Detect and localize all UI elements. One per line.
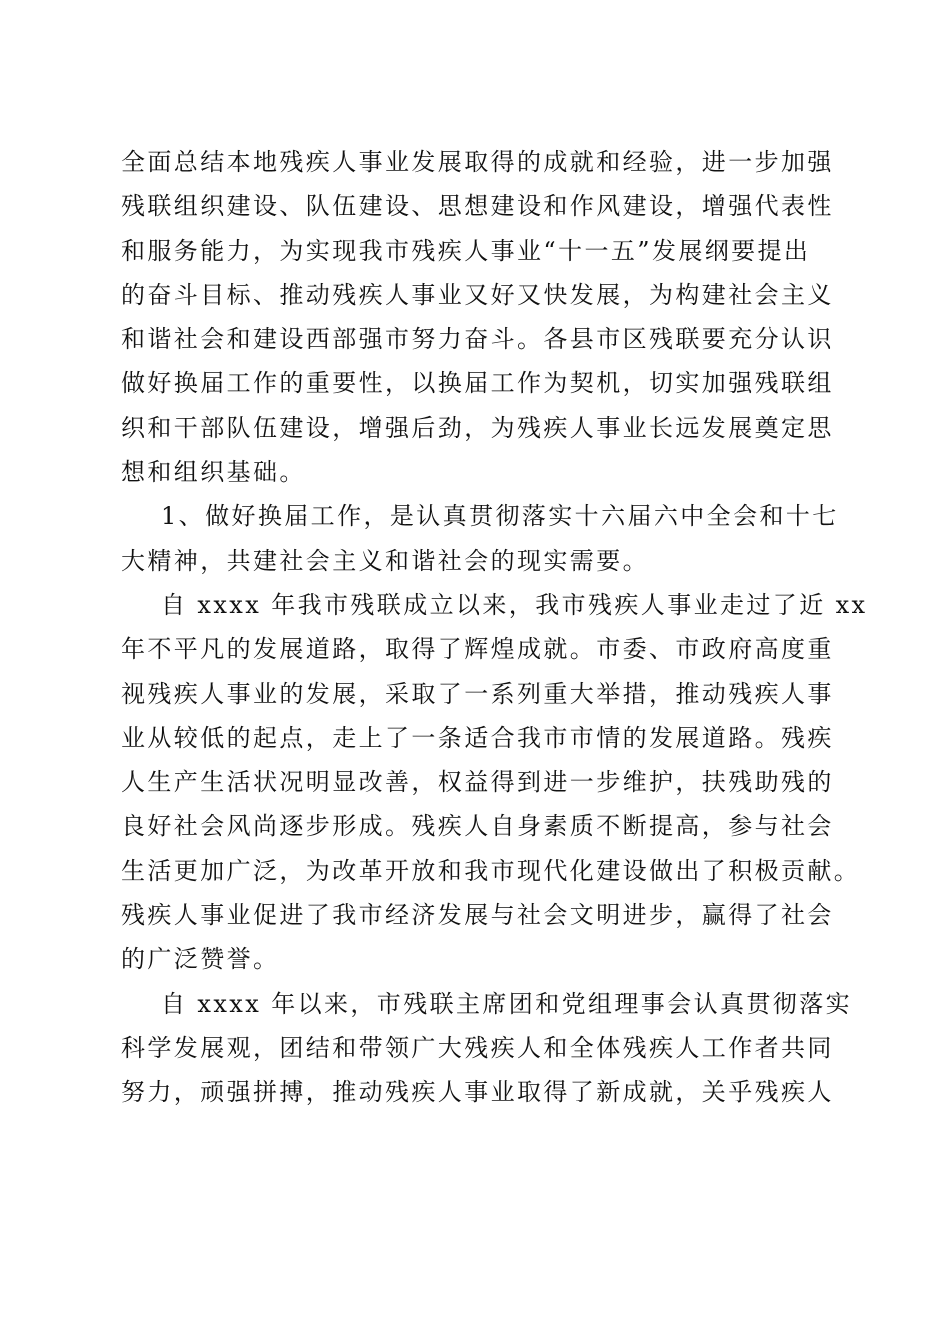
text-line: 自 xxxx 年以来，市残联主席团和党组理事会认真贯彻落实 [161, 989, 852, 1018]
text-line: 大精神，共建社会主义和谐社会的现实需要。 [121, 546, 649, 575]
text-line: 努力，顽强拼搏，推动残疾人事业取得了新成就，关乎残疾人 [121, 1078, 834, 1107]
text-line: 视残疾人事业的发展，采取了一系列重大举措，推动残疾人事 [121, 679, 834, 708]
text-line: 良好社会风尚逐步形成。残疾人自身素质不断提高，参与社会 [121, 812, 834, 841]
paragraph-3 [121, 583, 868, 982]
text-line: 业从较低的起点，走上了一条适合我市市情的发展道路。残疾 [121, 723, 834, 752]
text-line: 残疾人事业促进了我市经济发展与社会文明进步，赢得了社会 [121, 901, 834, 930]
text-line: 全面总结本地残疾人事业发展取得的成就和经验，进一步加强 [121, 148, 834, 176]
text-line: 和服务能力，为实现我市残疾人事业“十一五”发展纲要提出 [121, 236, 811, 265]
text-line: 织和干部队伍建设，增强后劲，为残疾人事业长远发展奠定思 [121, 413, 834, 442]
text-line: 的广泛赞誉。 [121, 945, 280, 974]
text-line: 做好换届工作的重要性，以换届工作为契机，切实加强残联组 [121, 369, 834, 398]
paragraph-2-heading [121, 494, 841, 583]
document-body [121, 140, 868, 1115]
text-line: 想和组织基础。 [121, 458, 306, 487]
text-line: 年不平凡的发展道路，取得了辉煌成就。市委、市政府高度重 [121, 635, 834, 664]
text-line: 自 xxxx 年我市残联成立以来，我市残疾人事业走过了近 xx [161, 590, 868, 619]
text-line: 和谐社会和建设西部强市努力奋斗。各县市区残联要充分认识 [121, 325, 834, 354]
paragraph-4 [121, 982, 852, 1115]
text-line: 生活更加广泛，为改革开放和我市现代化建设做出了积极贡献。 [121, 856, 861, 885]
text-line: 的奋斗目标、推动残疾人事业又好又快发展，为构建社会主义 [121, 280, 834, 309]
text-line: 1、做好换届工作，是认真贯彻落实十六届六中全会和十七 [161, 502, 839, 531]
text-line: 人生产生活状况明显改善，权益得到进一步维护，扶残助残的 [121, 768, 834, 797]
text-line: 科学发展观，团结和带领广大残疾人和全体残疾人工作者共同 [121, 1033, 834, 1062]
text-line: 残联组织建设、队伍建设、思想建设和作风建设，增强代表性 [121, 192, 834, 221]
paragraph-1 [121, 140, 841, 494]
